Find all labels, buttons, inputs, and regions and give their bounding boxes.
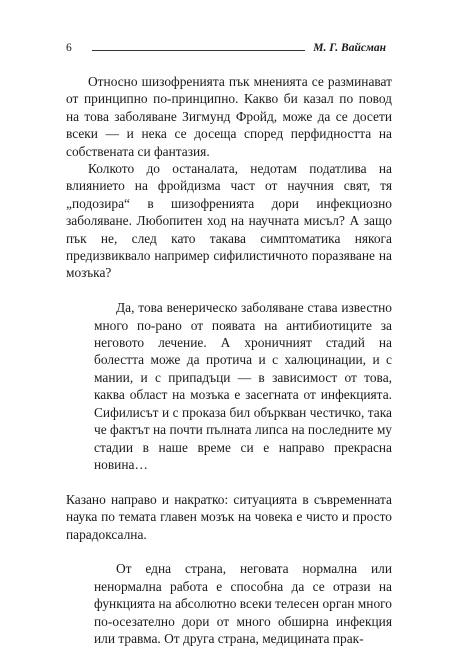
paragraph: Колкото до останалата, недотам податлива на влиянието на фройдизма част от научния свят, тя „подозира“ в шизофренията дори инфекциозно заболяване. Любопитен ход на научната мисъл? А защо пък не, след като такава симптоматика някога предизвиквало например сифилистичното поразяване на мозъка?	[66, 161, 392, 281]
page-body	[66, 73, 392, 647]
header-rule	[92, 50, 305, 51]
quoted-paragraph: От една страна, неговата нормална или ненормална работа е способна да се отрази на функцията на абсолютно всеки телесен орган много по-осезателно дори от много обширна инфекция или травма. От друга страна, медицината прак-	[94, 561, 392, 646]
paragraph: Казано направо и накратко: ситуацията в съвременната наука по темата главен мозък на човека е чисто и просто парадоксална.	[66, 491, 392, 542]
paragraph-gap	[66, 473, 392, 490]
page-header	[66, 38, 386, 54]
paragraph-gap	[66, 282, 392, 299]
page-number: 6	[66, 42, 72, 54]
paragraph-gap	[66, 543, 392, 560]
quoted-paragraph: Да, това венерическо заболяване става известно много по-рано от появата на антибиотиците за неговото лечение. А хроничният стадий на болестта може да протича и с халюцинации, и с мании, и с припадъци — в зависимост от това, каква област на мозъка е засегната от инфекцията. Сифилисът и с проказа бил объркван честичко, така че фактът на почти пълната липса на последните му стадии в наше време си е направо прекрасна новина…	[94, 300, 392, 472]
paragraph: Относно шизофренията пък мненията се разминават от принципно по-принципно. Какво би казал по повод на това заболяване Зигмунд Фройд, може да се досети всеки — и нека се досеща според перфидността на собствената си фантазия.	[66, 74, 392, 159]
running-head: М. Г. Вайсман	[313, 42, 386, 54]
